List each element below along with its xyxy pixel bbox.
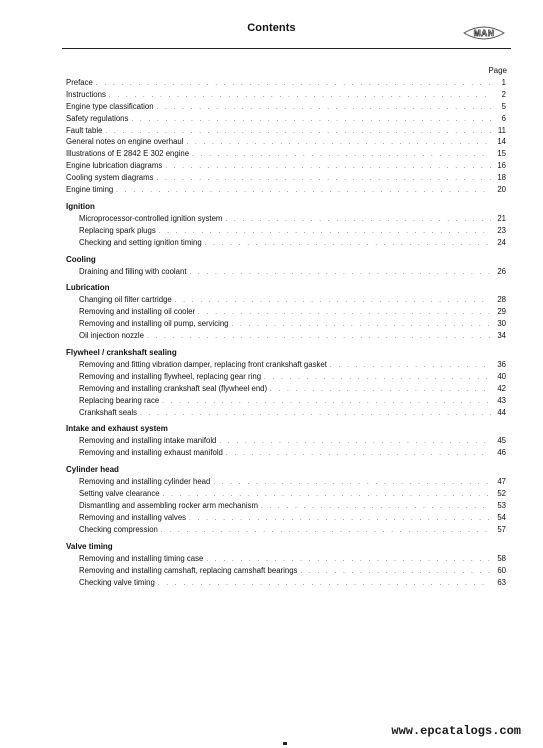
page-title: Contents (247, 22, 296, 34)
toc-entry-page: 57 (497, 524, 506, 534)
man-logo (462, 24, 506, 42)
toc-entry[interactable] (66, 407, 506, 419)
toc-entry-page: 30 (497, 319, 506, 329)
toc-entry-title: Removing and installing valves (79, 512, 187, 522)
dot-leader (157, 174, 491, 186)
section-heading: Cylinder head (66, 465, 119, 475)
toc-entry-title: Removing and installing timing case (79, 553, 204, 563)
toc-entry[interactable] (66, 184, 506, 196)
toc-entry[interactable] (66, 359, 506, 371)
toc-entry-title: General notes on engine overhaul (66, 137, 184, 147)
toc-entry[interactable] (66, 488, 506, 500)
toc-entry[interactable] (66, 213, 506, 225)
dot-leader (264, 373, 491, 385)
toc-entry-title: Replacing bearing race (79, 395, 160, 405)
toc-entry[interactable] (66, 113, 506, 125)
table-of-contents (66, 77, 506, 588)
dot-leader (225, 215, 491, 227)
toc-entry-page: 14 (497, 137, 506, 147)
toc-entry[interactable] (66, 500, 506, 512)
toc-entry[interactable] (66, 435, 506, 447)
toc-entry-page: 34 (497, 331, 506, 341)
toc-entry-title: Removing and installing camshaft, replacing camshaft bearings (79, 565, 298, 575)
toc-entry[interactable] (66, 266, 506, 278)
watermark: www.epcatalogs.com (391, 724, 521, 738)
section-heading: Lubrication (66, 283, 110, 293)
toc-entry-page: 11 (497, 125, 506, 135)
toc-entry[interactable] (66, 89, 506, 101)
toc-entry-title: Removing and installing crankshaft seal (flywheel end) (79, 383, 268, 393)
section-heading: Ignition (66, 201, 95, 211)
toc-entry-title: Removing and installing cylinder head (79, 477, 211, 487)
section-heading: Flywheel / crankshaft sealing (66, 348, 177, 358)
page-mark (283, 742, 287, 745)
dot-leader (190, 268, 492, 280)
toc-entry-title: Removing and installing oil pump, servicing (79, 319, 229, 329)
dot-leader (270, 385, 491, 397)
toc-entry[interactable] (66, 577, 506, 589)
section-heading: Valve timing (66, 541, 113, 551)
toc-entry-page: 16 (497, 161, 506, 171)
toc-entry-title: Removing and installing flywheel, replacing gear ring (79, 371, 262, 381)
toc-entry-page: 29 (497, 307, 506, 317)
toc-entry-page: 47 (497, 477, 506, 487)
toc-entry-title: Safety regulations (66, 113, 129, 123)
toc-entry[interactable] (66, 294, 506, 306)
toc-entry-title: Removing and installing oil cooler (79, 307, 196, 317)
dot-leader (219, 437, 491, 449)
toc-entry[interactable] (66, 160, 506, 172)
toc-entry-page: 5 (501, 101, 506, 111)
toc-entry[interactable] (66, 318, 506, 330)
toc-entry-title: Checking and setting ignition timing (79, 237, 202, 247)
toc-entry-page: 2 (501, 89, 506, 99)
toc-entry-title: Microprocessor-controlled ignition system (79, 213, 223, 223)
toc-entry[interactable] (66, 77, 506, 89)
dot-leader (213, 478, 491, 490)
dot-leader (175, 296, 491, 308)
toc-entry[interactable] (66, 553, 506, 565)
toc-entry-title: Removing and fitting vibration damper, replacing front crankshaft gasket (79, 360, 327, 370)
toc-entry-title: Removing and installing intake manifold (79, 436, 217, 446)
toc-entry-page: 52 (497, 489, 506, 499)
toc-entry-page: 18 (497, 173, 506, 183)
dot-leader (226, 449, 491, 461)
toc-entry[interactable] (66, 395, 506, 407)
dot-leader (147, 332, 491, 344)
toc-entry-title: Checking compression (79, 524, 158, 534)
dot-leader (300, 567, 491, 579)
toc-entry-page: 54 (497, 512, 506, 522)
dot-leader (189, 514, 491, 526)
section-heading: Intake and exhaust system (66, 424, 168, 434)
dot-leader (205, 239, 491, 251)
dot-leader (159, 227, 491, 239)
toc-entry-page: 24 (497, 237, 506, 247)
toc-entry-title: Cooling system diagrams (66, 173, 154, 183)
dot-leader (232, 320, 491, 332)
toc-entry[interactable] (66, 225, 506, 237)
toc-entry-title: Removing and installing exhaust manifold (79, 448, 223, 458)
dot-leader (162, 397, 491, 409)
toc-entry-title: Preface (66, 78, 93, 87)
header-rule (62, 48, 511, 49)
toc-entry-title: Engine timing (66, 185, 114, 195)
toc-entry[interactable] (66, 172, 506, 184)
toc-entry[interactable] (66, 512, 506, 524)
toc-entry-title: Fault table (66, 125, 103, 135)
toc-entry-page: 15 (497, 149, 506, 159)
toc-entry-page: 23 (497, 225, 506, 235)
toc-entry[interactable] (66, 383, 506, 395)
toc-entry-page: 20 (497, 185, 506, 195)
toc-entry-title: Oil injection nozzle (79, 331, 145, 341)
toc-entry-page: 42 (497, 383, 506, 393)
dot-leader (157, 103, 491, 115)
dot-leader (109, 91, 491, 103)
toc-entry[interactable] (66, 125, 506, 137)
toc-entry-page: 28 (497, 295, 506, 305)
dot-leader (330, 361, 491, 373)
toc-entry-page: 46 (497, 448, 506, 458)
toc-entry-title: Setting valve clearance (79, 489, 160, 499)
toc-entry-page: 44 (497, 407, 506, 417)
toc-entry-page: 53 (497, 501, 506, 511)
toc-entry[interactable] (66, 136, 506, 148)
section-heading: Cooling (66, 254, 96, 264)
toc-entry-title: Changing oil filter cartridge (79, 295, 172, 305)
dot-leader (198, 308, 491, 320)
dot-leader (186, 138, 491, 150)
toc-entry[interactable] (66, 476, 506, 488)
toc-entry-page: 40 (497, 371, 506, 381)
toc-entry-page: 36 (497, 360, 506, 370)
toc-entry[interactable] (66, 101, 506, 113)
toc-entry[interactable] (66, 524, 506, 536)
dot-leader (161, 526, 491, 538)
toc-entry-title: Dismantling and assembling rocker arm mechanism (79, 501, 258, 511)
toc-entry-page: 43 (497, 395, 506, 405)
toc-entry-title: Checking valve timing (79, 577, 155, 587)
toc-entry[interactable] (66, 371, 506, 383)
toc-entry-page: 26 (497, 266, 506, 276)
toc-entry-page: 21 (497, 213, 506, 223)
toc-entry-title: Replacing spark plugs (79, 225, 156, 235)
toc-entry-title: Engine type classification (66, 101, 154, 111)
dot-leader (158, 579, 491, 591)
toc-entry[interactable] (66, 330, 506, 342)
dot-leader (116, 186, 491, 198)
toc-entry-page: 45 (497, 436, 506, 446)
toc-entry-title: Illustrations of E 2842 E 302 engine (66, 149, 190, 159)
toc-entry[interactable] (66, 565, 506, 577)
page-column-label: Page (488, 66, 507, 75)
dot-leader (140, 409, 491, 421)
toc-entry[interactable] (66, 237, 506, 249)
toc-entry-page: 58 (497, 553, 506, 563)
toc-entry-title: Crankshaft seals (79, 407, 138, 417)
toc-entry-title: Draining and filling with coolant (79, 266, 187, 276)
toc-entry[interactable] (66, 148, 506, 160)
toc-entry-title: Engine lubrication diagrams (66, 161, 163, 171)
toc-entry-page: 60 (497, 565, 506, 575)
toc-entry[interactable] (66, 447, 506, 459)
dot-leader (192, 150, 491, 162)
toc-entry[interactable] (66, 306, 506, 318)
toc-entry-title: Instructions (66, 89, 106, 99)
dot-leader (261, 502, 491, 514)
toc-entry-page: 1 (501, 78, 506, 87)
dot-leader (131, 115, 491, 127)
toc-entry-page: 63 (497, 577, 506, 587)
svg-text:MAN: MAN (473, 28, 495, 39)
dot-leader (165, 162, 491, 174)
dot-leader (96, 79, 491, 91)
toc-entry-page: 6 (501, 113, 506, 123)
